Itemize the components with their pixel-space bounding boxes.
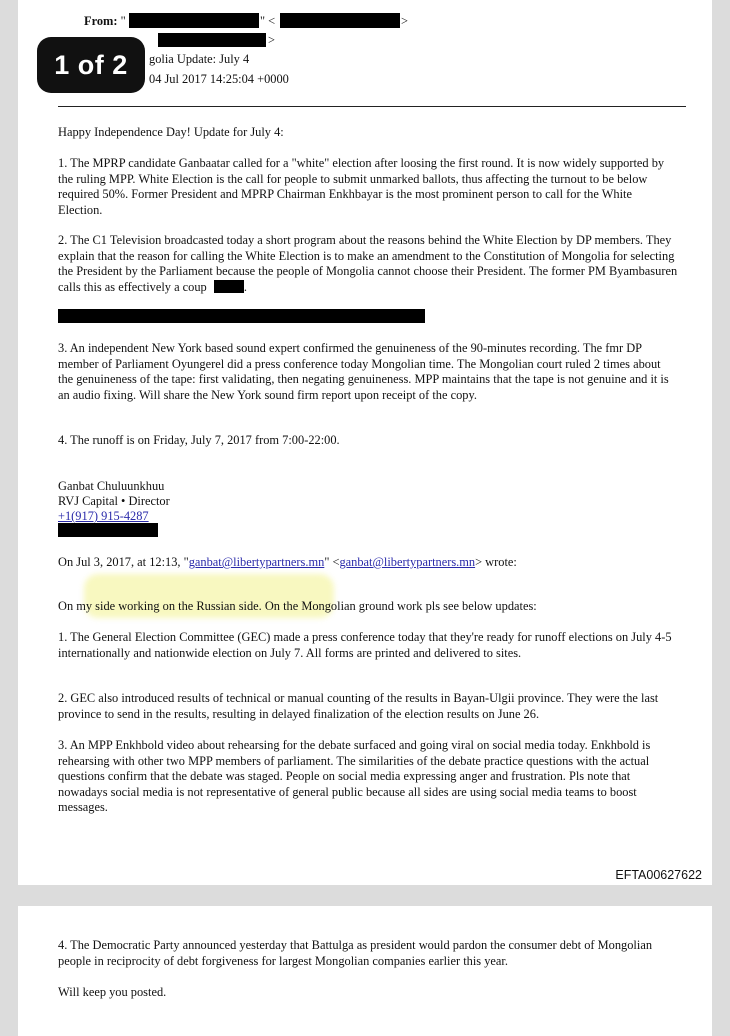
quoted-lead-plain-1: On: [58, 599, 77, 613]
quoted-intro-prefix: On Jul 3, 2017, at 12:13, ": [58, 555, 189, 569]
signature-title: RVJ Capital • Director: [58, 494, 170, 508]
quoted-intro-suffix: > wrote:: [475, 555, 517, 569]
paragraph-4: 4. The runoff is on Friday, July 7, 2017 from 7:00-22:00.: [58, 433, 340, 447]
paragraph-3: 3. An independent New York based sound expert confirmed the genuineness of the 90-minutes recording. The fmr DP member of Parliament Oyungerel did a press conference today Mongolian time. The Mongolian court ruled 2 times about the genuineness of the tape: first validating, then negating genuineness. MPP maintains that the tape is not genuine and it is an audio fixing. Will share the New York sound firm report upon receipt of the copy.: [58, 341, 669, 402]
paragraph-2: [58, 233, 678, 295]
from-quote-open: ": [120, 14, 126, 28]
document-page-1: [18, 0, 712, 885]
redaction-from-name: [129, 13, 259, 28]
from-angle-close: >: [401, 14, 408, 28]
from-quote-close: " <: [260, 14, 276, 28]
quoted-item-3: 3. An MPP Enkhbold video about rehearsing for the debate surfaced and going viral on social media today. Enkhbold is rehearsing with other two MPP members of parliament. The similarities of the debate practice questions with the actual questions confirm that the debate was staged. People on social media expressing anger and frustration. Pls note that nowadays social media is not representative of general public because all sides are using social media teams to boost messages.: [58, 738, 651, 814]
redaction-to: [158, 33, 266, 47]
quoted-lead-highlight: my side working on the Russian side. On: [76, 599, 280, 613]
redaction-line: [58, 309, 425, 323]
closing-line: Will keep you posted.: [58, 985, 167, 999]
quoted-intro: [58, 555, 517, 570]
signature-name: Ganbat Chuluunkhuu: [58, 479, 165, 493]
redaction-inline: [214, 280, 244, 293]
document-page-2: [18, 906, 712, 1036]
quoted-item-4: 4. The Democratic Party announced yesterday that Battulga as president would pardon the consumer debt of Mongolian people in reciprocity of debt forgiveness for largest Mongolian companies earlier this year.: [58, 938, 653, 968]
paragraph-1: 1. The MPRP candidate Ganbaatar called for a "white" election after loosing the first round. It is now widely supported by the ruling MPP. White Election is the call for people to submit unmarked ballots, thus affecting the turnout to be below required 50%. Former President and MPRP Chairman Enkhbayar is the most prominent person to call for the White Election.: [58, 156, 665, 217]
paragraph-2-end: .: [243, 279, 247, 294]
quoted-item-1: 1. The General Election Committee (GEC) made a press conference today that they're ready for runoff elections on July 4-5 internationally and nationwide election on July 7. All forms are printed and delivered to sites.: [58, 630, 672, 660]
from-line: [84, 14, 126, 29]
greeting: Happy Independence Day! Update for July 4:: [58, 125, 284, 139]
date-line: 04 Jul 2017 14:25:04 +0000: [149, 72, 289, 86]
quoted-email-link-1[interactable]: ganbat@libertypartners.mn: [188, 555, 325, 569]
header-divider: [58, 106, 686, 107]
redaction-signature: [58, 523, 158, 537]
to-angle-close: >: [268, 33, 275, 47]
signature-phone-link[interactable]: +1(917) 915-4287: [58, 509, 149, 523]
quoted-item-2: 2. GEC also introduced results of technical or manual counting of the results in Bayan-Ulgii province. They were the last province to send in the results, resulting in delayed finalization of the election results on June 26.: [58, 691, 659, 721]
document-id: EFTA00627622: [615, 868, 702, 882]
paragraph-2-text: 2. The C1 Television broadcasted today a short program about the reasons behind the White Election by DP members. They explain that the reason for calling the White Election is to make an amendment to the Constitution of Mongolia for selecting the President by the Parliament because the people of Mongolia cannot choose their President. The former PM Byambasuren calls this as effectively a coup: [58, 233, 678, 294]
subject-line: golia Update: July 4: [149, 52, 250, 66]
page-counter-badge: 1 of 2: [37, 37, 145, 93]
redaction-from-email: [280, 13, 400, 28]
quoted-email-link-2[interactable]: ganbat@libertypartners.mn: [339, 555, 476, 569]
quoted-lead: [58, 599, 537, 614]
quoted-intro-mid: " <: [324, 555, 340, 569]
quoted-lead-plain-2: the Mongolian ground work pls see below updates:: [280, 599, 537, 613]
from-label: From:: [84, 14, 118, 28]
